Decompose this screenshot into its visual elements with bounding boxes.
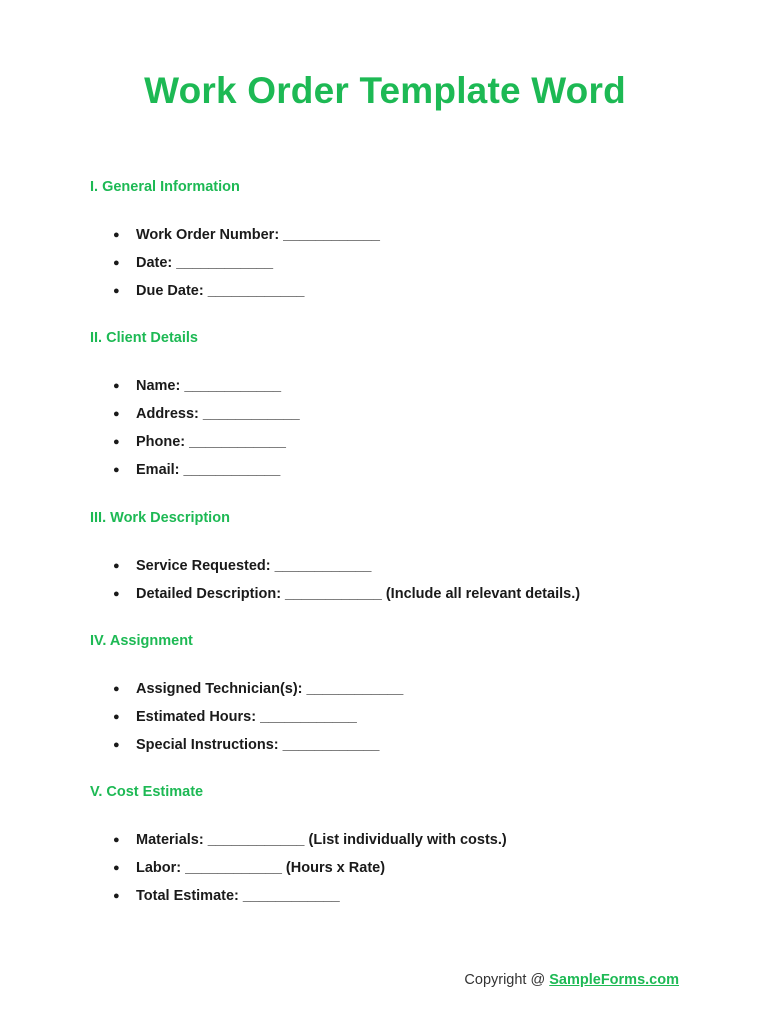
- section-assignment: [90, 631, 710, 763]
- list-item: [90, 376, 710, 404]
- list-item: [90, 404, 710, 432]
- section-general-information: [90, 177, 710, 309]
- bullet-icon: ●: [113, 257, 120, 269]
- list-item: [90, 556, 710, 584]
- list-item: [90, 253, 710, 281]
- section-cost-estimate: [90, 782, 710, 914]
- bullet-icon: ●: [113, 890, 120, 902]
- bullet-icon: ●: [113, 862, 120, 874]
- field-label: Estimated Hours: ____________: [136, 709, 357, 725]
- bullet-icon: ●: [113, 436, 120, 448]
- field-label: Work Order Number: ____________: [136, 227, 380, 243]
- field-list: [90, 556, 710, 612]
- field-list: [90, 376, 710, 488]
- bullet-icon: ●: [113, 588, 120, 600]
- bullet-icon: ●: [113, 380, 120, 392]
- page-title: Work Order Template Word: [144, 70, 626, 111]
- list-item: [90, 707, 710, 735]
- section-heading: IV. Assignment: [90, 633, 193, 649]
- list-item: [90, 432, 710, 460]
- brand-link[interactable]: SampleForms.com: [549, 972, 679, 988]
- section-heading: II. Client Details: [90, 330, 198, 346]
- field-label: Email: ____________: [136, 462, 281, 478]
- field-label: Labor: ____________ (Hours x Rate): [136, 860, 386, 876]
- field-label: Address: ____________: [136, 406, 300, 422]
- field-label: Due Date: ____________: [136, 283, 305, 299]
- bullet-icon: ●: [113, 711, 120, 723]
- field-label: Service Requested: ____________: [136, 558, 372, 574]
- field-list: [90, 830, 710, 914]
- list-item: [90, 679, 710, 707]
- list-item: [90, 858, 710, 886]
- list-item: [90, 735, 710, 763]
- bullet-icon: ●: [113, 683, 120, 695]
- copyright-text: Copyright @: [464, 972, 550, 988]
- bullet-icon: ●: [113, 834, 120, 846]
- bullet-icon: ●: [113, 229, 120, 241]
- field-label: Special Instructions: ____________: [136, 737, 380, 753]
- list-item: [90, 281, 710, 309]
- section-heading: III. Work Description: [90, 510, 230, 526]
- bullet-icon: ●: [113, 408, 120, 420]
- field-list: [90, 225, 710, 309]
- section-client-details: [90, 328, 710, 488]
- list-item: [90, 830, 710, 858]
- field-label: Materials: ____________ (List individually with costs.): [136, 832, 507, 848]
- section-heading: I. General Information: [90, 179, 240, 195]
- field-label: Date: ____________: [136, 255, 274, 271]
- field-label: Detailed Description: ____________ (Include all relevant details.): [136, 586, 581, 602]
- list-item: [90, 886, 710, 914]
- list-item: [90, 460, 710, 488]
- field-label: Total Estimate: ____________: [136, 888, 340, 904]
- bullet-icon: ●: [113, 464, 120, 476]
- bullet-icon: ●: [113, 560, 120, 572]
- field-label: Assigned Technician(s): ____________: [136, 681, 404, 697]
- list-item: [90, 225, 710, 253]
- field-list: [90, 679, 710, 763]
- bullet-icon: ●: [113, 285, 120, 297]
- copyright-footer: [464, 972, 679, 988]
- section-heading: V. Cost Estimate: [90, 784, 204, 800]
- bullet-icon: ●: [113, 739, 120, 751]
- list-item: [90, 584, 710, 612]
- section-work-description: [90, 508, 710, 612]
- field-label: Phone: ____________: [136, 434, 286, 450]
- field-label: Name: ____________: [136, 378, 282, 394]
